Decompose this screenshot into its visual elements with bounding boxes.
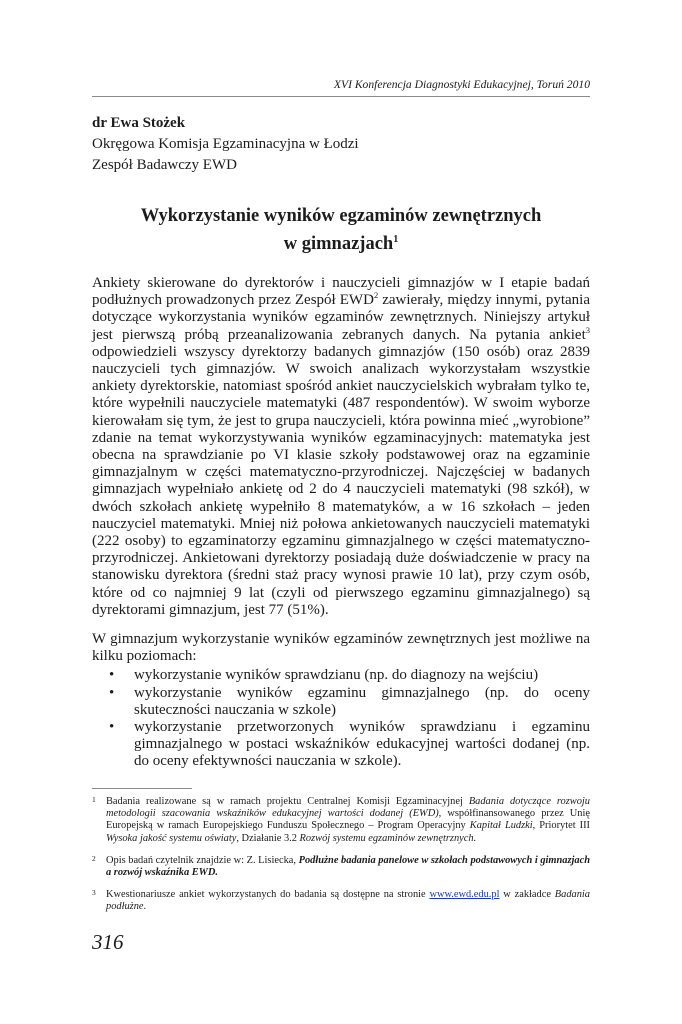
footnote-1-action: Rozwój systemu egzaminów zewnętrznych. (299, 832, 477, 844)
footnote-3-number: 3 (92, 888, 96, 898)
list-item-text: wykorzystanie przetworzonych wyników sprawdzianu i egzaminu gimnazjalnego w postaci wskaźników edukacyjnej wartości dodanej (np. do oceny efektywności nauczania w szkole). (134, 719, 590, 770)
footnote-1-priority: Wysoka jakość systemu oświaty (106, 832, 237, 844)
footnote-separator (92, 788, 192, 789)
title-line-1: Wykorzystanie wyników egzaminów zewnętrznych (140, 206, 542, 226)
header-rule (92, 96, 590, 97)
footnote-1-text: współfinansowanego przez Unię Europejską w ramach Europejskiego Funduszu Społecznego – Program Operacyjny (106, 808, 590, 832)
footnotes (92, 796, 590, 924)
footnote-1 (92, 796, 590, 845)
footnote-1-text: , Działanie 3.2 (236, 832, 300, 844)
footnote-3-text: Kwestionariusze ankiet wykorzystanych do badania są dostępne na stronie (106, 889, 430, 901)
footnote-2-text: Opis badań czytelnik znajdzie w: Z. Lisiecka, (106, 854, 299, 866)
article-title (92, 205, 590, 256)
footnote-ref-2: 2 (373, 290, 379, 301)
list-item-text: wykorzystanie wyników egzaminu gimnazjalnego (np. do oceny skuteczności nauczania w szkole) (134, 684, 590, 718)
bullet-marker: • (109, 684, 115, 701)
author-team: Zespół Badawczy EWD (92, 157, 237, 173)
title-line-2-text: w gimnazjach (283, 234, 394, 255)
paragraph-1-text-a: Ankiety skierowane do dyrektorów i nauczycieli gimnazjów w I etapie badań podłużnych prowadzonych przez Zespół EWD (92, 275, 590, 309)
footnote-2-number: 2 (92, 853, 96, 863)
footnote-3-text: w zakładce (499, 889, 555, 901)
footnote-1-number: 1 (92, 795, 96, 804)
footnote-2-reference-title: Podłużne badania panelowe w szkołach podstawowych i gimnazjach a rozwój wskaźnika EWD. (106, 854, 590, 879)
list-item (92, 685, 590, 719)
footnote-1-text: Badania realizowane są w ramach projektu Centralnej Komisji Egzaminacyjnej (106, 796, 469, 807)
footnote-1-text: , Priorytet III (532, 820, 590, 832)
list-item-text: wykorzystanie wyników sprawdzianu (np. do diagnozy na wejściu) (134, 667, 539, 684)
footnote-2 (92, 855, 590, 879)
author-affiliation: Okręgowa Komisja Egzaminacyjna w Łodzi (92, 136, 359, 152)
title-line-2 (92, 228, 590, 256)
paragraph-1 (92, 275, 590, 619)
author-block (92, 113, 359, 176)
list-item (92, 719, 590, 771)
title-footnote-ref: 1 (393, 234, 399, 245)
footnote-1-project-title: Badania dotyczące rozwoju metodologii szacowania wskaźników edukacyjnej wartości dodanej (EWD), (106, 796, 590, 820)
running-header: XVI Konferencja Diagnostyki Edukacyjnej, Toruń 2010 (333, 78, 590, 91)
bullet-list (92, 667, 590, 770)
footnote-3 (92, 889, 590, 913)
paragraph-2: W gimnazjum wykorzystanie wyników egzaminów zewnętrznych jest możliwe na kilku poziomach: (92, 631, 590, 665)
footnote-3-section: Badania podłużne (106, 889, 590, 913)
ewd-website-link[interactable]: www.ewd.edu.pl (429, 889, 500, 901)
footnote-3-text: . (143, 901, 147, 913)
author-name: dr Ewa Stożek (92, 115, 186, 131)
bullet-marker: • (109, 719, 115, 736)
bullet-marker: • (109, 667, 115, 684)
footnote-ref-3: 3 (585, 324, 590, 335)
list-item (92, 667, 590, 684)
paragraph-1-text-b: zawierały, między innymi, pytania dotyczące wykorzystania wyników egzaminów zewnętrznych. Niniejszy artykuł jest pierwszą próbą przeanalizowania zebranych danych. Na pytania ankiet (92, 292, 591, 343)
footnote-1-program: Kapitał Ludzki (469, 820, 533, 832)
article-body (92, 275, 590, 771)
paragraph-1-text-c: odpowiedzieli wszyscy dyrektorzy badanych gimnazjów (150 osób) oraz 2839 nauczycieli tych gimnazjów. W swoich analizach wykorzystałam wszystkie ankiety dyrektorskie, natomiast spośród ankiet nauczycielskich wybrałam tylko te, które wypełnili nauczyciele matematyki (487 respondentów). W swoim wyborze kierowałam się tym, że jest to grupa nauczycieli, która powinna mieć „wyrobione” zdanie na temat wykorzystywania wyników egzaminacyjnych: matematyka jest obecna na sprawdzianie po VI klasie szkoły podstawowej oraz na egzaminie gimnazjalnym w części matematyczno-przyrodniczej. Najczęściej w badanych gimnazjach wypełniało ankietę od 2 do 4 nauczycieli matematyki (98 szkół), w dwóch szkołach ankietę wypełniło 8 matematyków, a w 16 szkołach – jeden nauczyciel matematyki. Mniej niż połowa ankietowanych nauczycieli matematyki (222 osoby) to egzaminatorzy egzaminu gimnazjalnego w części matematyczno-przyrodniczej. Ankietowani dyrektorzy posiadają duże doświadczenie w pracy na stanowisku dyrektora (średni staż pracy wynosi prawie 10 lat), przy czym osób, które od co najmniej 9 lat (czyli od pierwszego egzaminu gimnazjalnego) są dyrektorami gimnazjum, jest 77 (51%). (92, 343, 590, 618)
page-number: 316 (92, 930, 124, 954)
